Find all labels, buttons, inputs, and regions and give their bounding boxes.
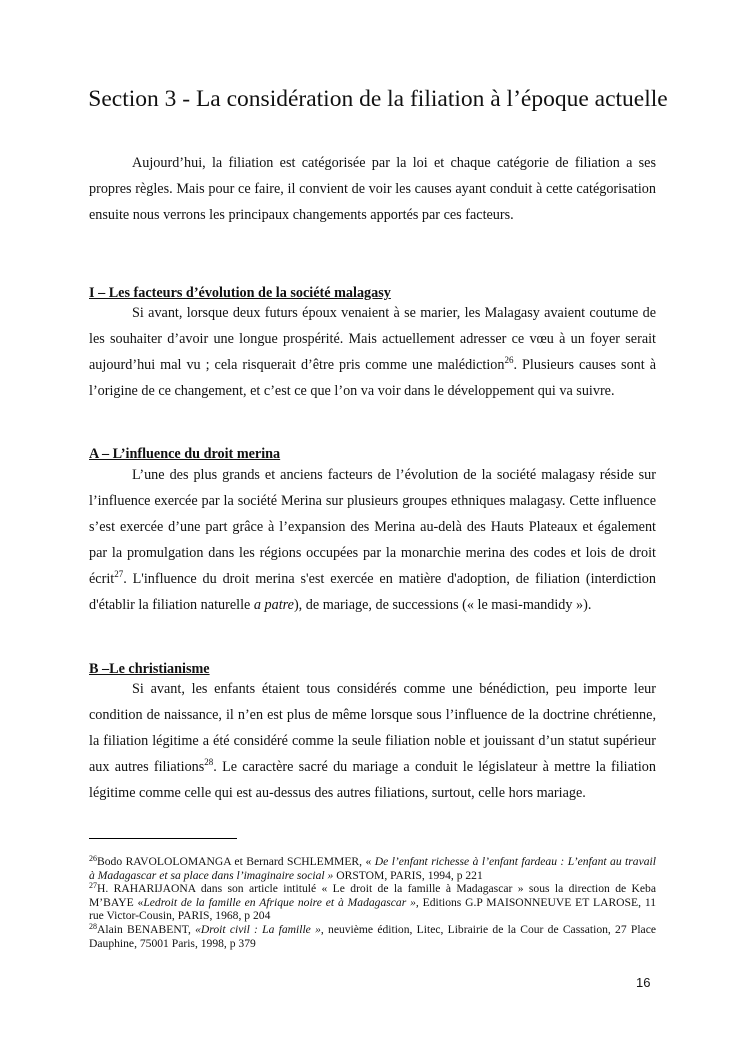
footnote-27 <box>89 882 656 923</box>
paragraph-part-b <box>89 676 656 806</box>
footnote-separator <box>89 838 237 839</box>
footnote-ref-27[interactable]: 27 <box>114 569 124 579</box>
paragraph-part-1 <box>89 300 656 404</box>
footnote-text: H. RAHARIJAONA dans son article intitulé « Le droit de la famille à Madagascar » sous la direction de Keba M’BAYE « <box>89 882 656 909</box>
part-a-text-after: ), de mariage, de successions (« le masi-mandidy »). <box>293 597 592 613</box>
footnote-title: «Droit civil : La famille » <box>195 922 321 936</box>
part-1-text-before: Si avant, lorsque deux futurs époux venaient à se marier, les Malagasy avaient coutume de les souhaiter d’avoir une longue prospérité. Mais actuellement adresser ce vœu à un foyer serait aujourd’hui mal vu ; cela risquerait d’être pris comme une malédiction <box>89 305 656 373</box>
part-a-text-before: L’une des plus grands et anciens facteurs de l’évolution de la société malagasy réside sur l’influence exercée par la société Merina sur plusieurs groupes ethniques malagasy. Cette influence s’est exercée d’une part grâce à l’expansion des Merina au-delà des Hauts Plateaux et également par la promulgation dans les régions occupées par la monarchie merina des codes et lois de droit écrit <box>89 467 656 587</box>
section-title: Section 3 - La considération de la filiation à l’époque actuelle <box>88 86 668 112</box>
footnotes <box>89 855 656 950</box>
footnote-number: 26 <box>89 854 97 863</box>
footnote-text: Editions G.P MAISONNEUVE ET LAROSE, 11 rue Victor-Cousin, PARIS, 1968, p 204 <box>89 895 656 923</box>
footnote-ref-28[interactable]: 28 <box>204 757 214 767</box>
part-1-text-after: . Plusieurs causes sont à l’origine de ce changement, et c’est ce que l’on va voir dans le développement qui va suivre. <box>89 357 656 399</box>
footnote-ref-26[interactable]: 26 <box>504 355 514 365</box>
footnote-number: 27 <box>89 881 97 891</box>
footnote-title: Ledroit de la famille en Afrique noire et à Madagascar », <box>143 895 419 909</box>
heading-part-a: A – L’influence du droit merina <box>89 446 281 462</box>
intro-paragraph: Aujourd’hui, la filiation est catégorisée par la loi et chaque catégorie de filiation a ses propres règles. Mais pour ce faire, il convient de voir les causes ayant conduit à cette catégorisation ensuite nous verrons les principaux changements apportés par ces facteurs. <box>89 155 656 223</box>
footnote-text: ORSTOM, PARIS, 1994, p 221 <box>333 868 483 882</box>
paragraph-part-a <box>89 462 656 618</box>
page-number: 16 <box>636 975 651 990</box>
heading-part-b: B –Le christianisme <box>89 661 210 677</box>
part-b-text-after: . Le caractère sacré du mariage a conduit le législateur à mettre la filiation légitime comme celle qui est au-dessus des autres filiations, surtout, celle hors mariage. <box>89 759 656 801</box>
footnote-text: , neuvième édition, Litec, Librairie de la Cour de Cassation, 27 Place Dauphine, 75001 Paris, 1998, p 379 <box>89 922 656 950</box>
part-a-text-middle: . L'influence du droit merina s'est exercée en matière d'adoption, de filiation (interdiction d'établir la filiation naturelle <box>89 571 656 613</box>
footnote-number: 28 <box>89 921 97 931</box>
part-a-italic: a patre <box>253 597 294 613</box>
footnote-text: Alain BENABENT, <box>97 922 196 936</box>
footnote-26 <box>89 855 656 882</box>
part-b-text-before: Si avant, les enfants étaient tous considérés comme une bénédiction, peu importe leur condition de naissance, il n’en est plus de même lorsque sous l’influence de la doctrine chrétienne, la filiation légitime a été considéré comme la seule filiation noble et jouissant d’un statut supérieur aux autres filiations <box>89 681 656 775</box>
footnote-text: Bodo RAVOLOLOMANGA et Bernard SCHLEMMER, « <box>97 855 375 868</box>
footnote-title: De l’enfant richesse à l’enfant fardeau : L’enfant au travail à Madagascar et sa place dans l’imaginaire social » <box>89 855 656 882</box>
heading-part-1: I – Les facteurs d’évolution de la société malagasy <box>89 285 391 301</box>
footnote-28 <box>89 923 656 950</box>
